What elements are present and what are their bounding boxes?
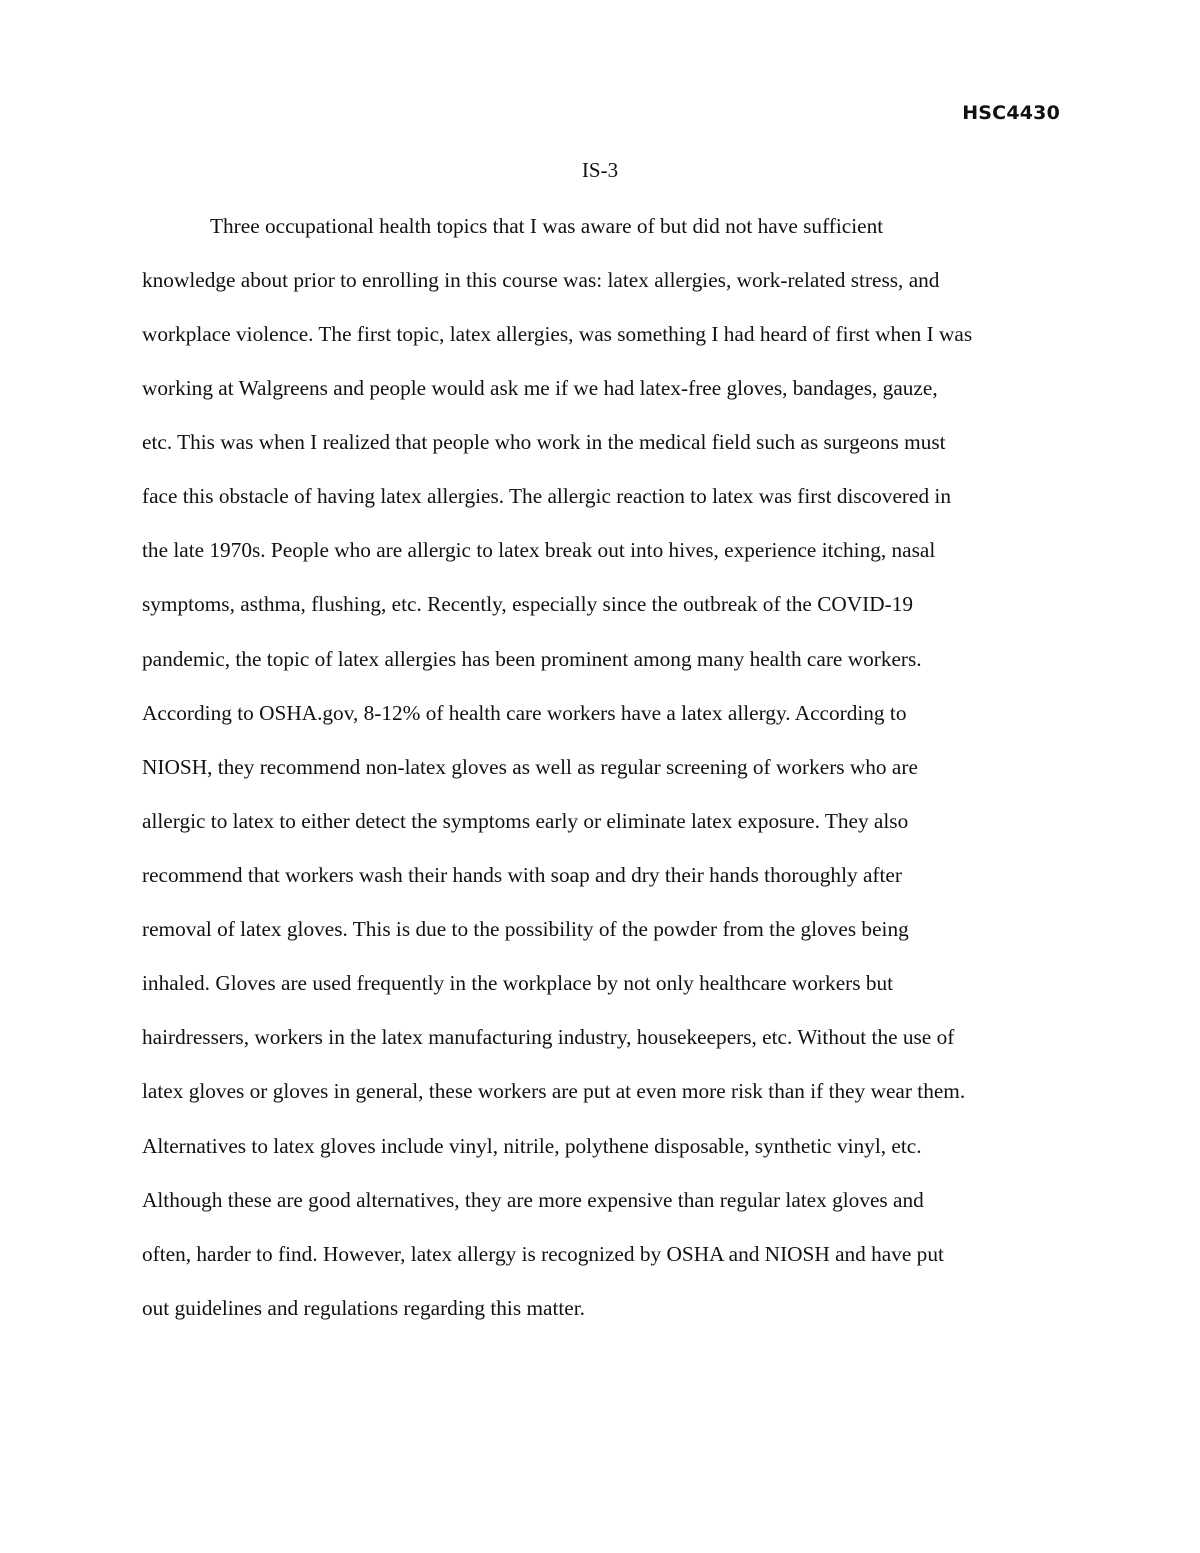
body-line: Although these are good alternatives, they are more expensive than regular latex gloves and (142, 1188, 924, 1212)
body-line: allergic to latex to either detect the symptoms early or eliminate latex exposure. They also (142, 809, 909, 833)
body-line: out guidelines and regulations regarding this matter. (142, 1296, 585, 1320)
body-line: Alternatives to latex gloves include vinyl, nitrile, polythene disposable, synthetic vinyl, etc. (142, 1134, 922, 1158)
course-code-header: HSC4430 (962, 102, 1060, 124)
body-line: often, harder to find. However, latex allergy is recognized by OSHA and NIOSH and have put (142, 1242, 944, 1266)
body-line: the late 1970s. People who are allergic to latex break out into hives, experience itching, nasal (142, 538, 936, 562)
body-line: inhaled. Gloves are used frequently in the workplace by not only healthcare workers but (142, 971, 894, 995)
body-line: According to OSHA.gov, 8-12% of health care workers have a latex allergy. According to (142, 701, 907, 725)
body-line: knowledge about prior to enrolling in this course was: latex allergies, work-related stress, and (142, 268, 940, 292)
body-line: recommend that workers wash their hands with soap and dry their hands thoroughly after (142, 863, 902, 887)
body-line: latex gloves or gloves in general, these workers are put at even more risk than if they wear them. (142, 1079, 966, 1103)
body-line: symptoms, asthma, flushing, etc. Recently, especially since the outbreak of the COVID-19 (142, 592, 914, 616)
body-line: hairdressers, workers in the latex manufacturing industry, housekeepers, etc. Without the use of (142, 1025, 955, 1049)
body-line: pandemic, the topic of latex allergies has been prominent among many health care workers. (142, 647, 922, 671)
page-title: IS-3 (581, 158, 619, 182)
body-line: face this obstacle of having latex allergies. The allergic reaction to latex was first discovered in (142, 484, 951, 508)
body-line: workplace violence. The first topic, latex allergies, was something I had heard of first when I was (142, 322, 973, 346)
body-line: NIOSH, they recommend non-latex gloves as well as regular screening of workers who are (142, 755, 918, 779)
body-line: working at Walgreens and people would ask me if we had latex-free gloves, bandages, gauze, (142, 376, 938, 400)
body-line: Three occupational health topics that I was aware of but did not have sufficient (210, 214, 884, 238)
body-line: etc. This was when I realized that people who work in the medical field such as surgeons must (142, 430, 946, 454)
body-line: removal of latex gloves. This is due to the possibility of the powder from the gloves being (142, 917, 909, 941)
